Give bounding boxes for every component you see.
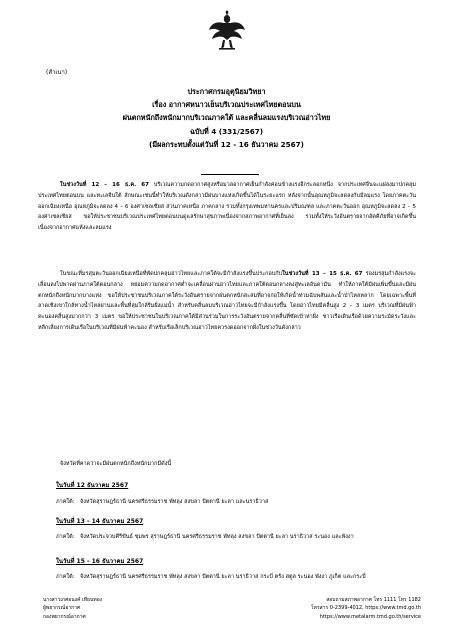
province-list: จังหวัดสุราษฎร์ธานี นครศรีธรรมราช พัทลุง สงขลา ปัตตานี ยะลา และนราธิวาส <box>80 499 269 505</box>
signatory-division: กองพยากรณ์อากาศ <box>43 613 86 620</box>
section-provinces <box>56 497 416 508</box>
section-date: ในวันที่ 15 - 16 ธันวาคม 2567 <box>56 558 144 565</box>
paragraph-text: บริเวณความกดอากาศสูงหรือมวลอากาศเย็นกำลังค่อนข้างแรงอีกระลอกหนึ่ง จากประเทศจีนจะแผ่ลงมาปกคลุมประเทศไทยตอนบน และทะเลจีนใต้ ลักษณะเช่นนี้ทำให้บริเวณดังกล่าวมีฝนบางแห่งเกิดขึ้นได้ในระยะแรก หลังจากนั้นอุณหภูมิจะลดลงกับมีลมแรง โดยภาคตะวันออกเฉียงเหนือ อุณหภูมิจะลดลง 4 – 6 องศาเซลเซียส ส่วนภาคเหนือ ภาคกลาง รวมทั้งกรุงเทพมหานครและปริมณฑล และภาคตะวันออก อุณหภูมิจะลดลง 2 – 5 องศาเซลเซียส ขอให้ประชาชนบริเวณประเทศไทยตอนบนดูแลรักษาสุขภาพเนื่องจากสภาพอากาศที่เย็นลง รวมทั้งให้ระวังอันตรายจากอัคคีภัยที่อาจเกิดขึ้นเนื่องจากอากาศแห้งและลมแรง <box>38 182 416 232</box>
footer-contact <box>311 596 421 621</box>
copy-label: (สำเนา) <box>46 69 68 76</box>
divider <box>201 174 259 175</box>
region-label: ภาคใต้: <box>56 534 75 540</box>
announcement-header <box>0 85 453 151</box>
footer-signatory <box>43 596 102 621</box>
section-date: ในวันที่ 12 ธันวาคม 2567 <box>56 482 129 489</box>
signatory-name: นางสาวเกศอนงค์ เทียนทอง <box>43 597 103 603</box>
contact-phone: สอบถามสภาพอากาศ โทร 1111 โทร 1182 <box>326 597 421 603</box>
paragraph-lead: ในช่วงวันที่ 12 – 16 ธ.ค. 67 <box>60 182 149 188</box>
paragraph-intro: ในขณะที่มรสุมตะวันออกเฉียงเหนือที่พัดปกคลุมอ่าวไทยและภาคใต้จะมีกำลังแรงขึ้นประกอบกับ <box>60 271 283 277</box>
section-provinces <box>56 572 416 583</box>
paragraph-cold-weather <box>38 180 416 234</box>
paragraph-provinces-intro <box>38 459 416 470</box>
organization-title: ประกาศกรมอุตุนิยมวิทยา <box>187 87 266 96</box>
contact-fax[interactable]: โทรสาร 0-2399-4012, https://www.tmd.go.th <box>311 605 421 612</box>
paragraph-lead: ในช่วงวันที่ 13 – 15 ธ.ค. 67 <box>282 271 363 277</box>
effective-dates: (มีผลกระทบตั้งแต่วันที่ 12 - 16 ธันวาคม 2567) <box>149 139 304 149</box>
paragraph-monsoon <box>38 269 416 334</box>
paragraph-text: จังหวัดที่คาดว่าจะมีฝนตกหนักถึงหนักมากมีดังนี้ <box>60 461 172 467</box>
subject-line-2: ฝนตกหนักถึงหนักมากบริเวณภาคใต้ และคลื่นลมแรงบริเวณอ่าวไทย <box>122 113 331 123</box>
province-list: จังหวัดประจวบคีรีขันธ์ ชุมพร สุราษฎร์ธานี นครศรีธรรมราช พัทลุง สงขลา ปัตตานี ยะลา นราธิวาส ระนอง และพังงา <box>80 534 354 540</box>
garuda-emblem-icon <box>208 10 246 50</box>
region-label: ภาคใต้: <box>56 574 75 580</box>
province-list: จังหวัดสุราษฎร์ธานี นครศรีธรรมราช พัทลุง สงขลา ปัตตานี ยะลา นราธิวาส กระบี่ ตรัง สตูล ระนอง พังงา ภูเก็ต และกระบี่ <box>80 574 366 580</box>
subject-line-1: เรื่อง อากาศหนาวเย็นบริเวณประเทศไทยตอนบน <box>152 100 301 110</box>
issue-number: ฉบับที่ 4 (331/2567) <box>190 126 263 136</box>
contact-link[interactable]: https://www.metalarm.tmd.go.th/service <box>319 613 421 620</box>
signatory-role: ผู้พยากรณ์อากาศ <box>43 605 81 612</box>
paragraph-text: ร่องมรสุมกำลังแรงจะเลื่อนลงไปพาดผ่านภาคใต้ตอนกลาง หย่อมความกดอากาศต่ำจะเคลื่อนผ่านอ่าวไทยและภาคใต้ตอนกลางลงสู่ทะเลอันดามัน ทำให้ภาคใต้มีฝนเพิ่มขึ้นและมีฝนตกหนักถึงหนักมากบางแห่ง ขอให้ประชาชนบริเวณภาคใต้ระวังอันตรายจากฝนตกหนักสะสมที่อาจก่อให้เกิดน้ำท่วมฉับพลันและน้ำป่าไหลหลาก โดยเฉพาะพื้นที่ลาดเชิงเขาใกล้ทางน้ำไหลผ่านและพื้นที่ลุ่มใกล้ริมฝั่งแม่น้ำ สำหรับคลื่นลมบริเวณอ่าวไทยจะมีกำลังแรงขึ้น โดยอ่าวไทยมีคลื่นสูง 2 – 3 เมตร บริเวณที่มีฝนฟ้าคะนองคลื่นสูงมากกว่า 3 เมตร ขอให้ประชาชนในบริเวณภาคใต้มีส่วนร่วมในการระวังอันตรายจากคลื่นที่ซัดเข้าหาฝั่ง ชาวเรือเดินเรือด้วยความระมัดระวังและหลีกเลี่ยงการเดินเรือในบริเวณที่มีฝนฟ้าคะนอง สำหรับเรือเล็กบริเวณอ่าวไทยควรงดออกจากฝั่งในช่วงวันดังกล่าว <box>38 271 416 331</box>
section-date: ในวันที่ 13 - 14 ธันวาคม 2567 <box>56 518 144 525</box>
region-label: ภาคใต้: <box>56 499 75 505</box>
section-provinces <box>56 532 416 543</box>
